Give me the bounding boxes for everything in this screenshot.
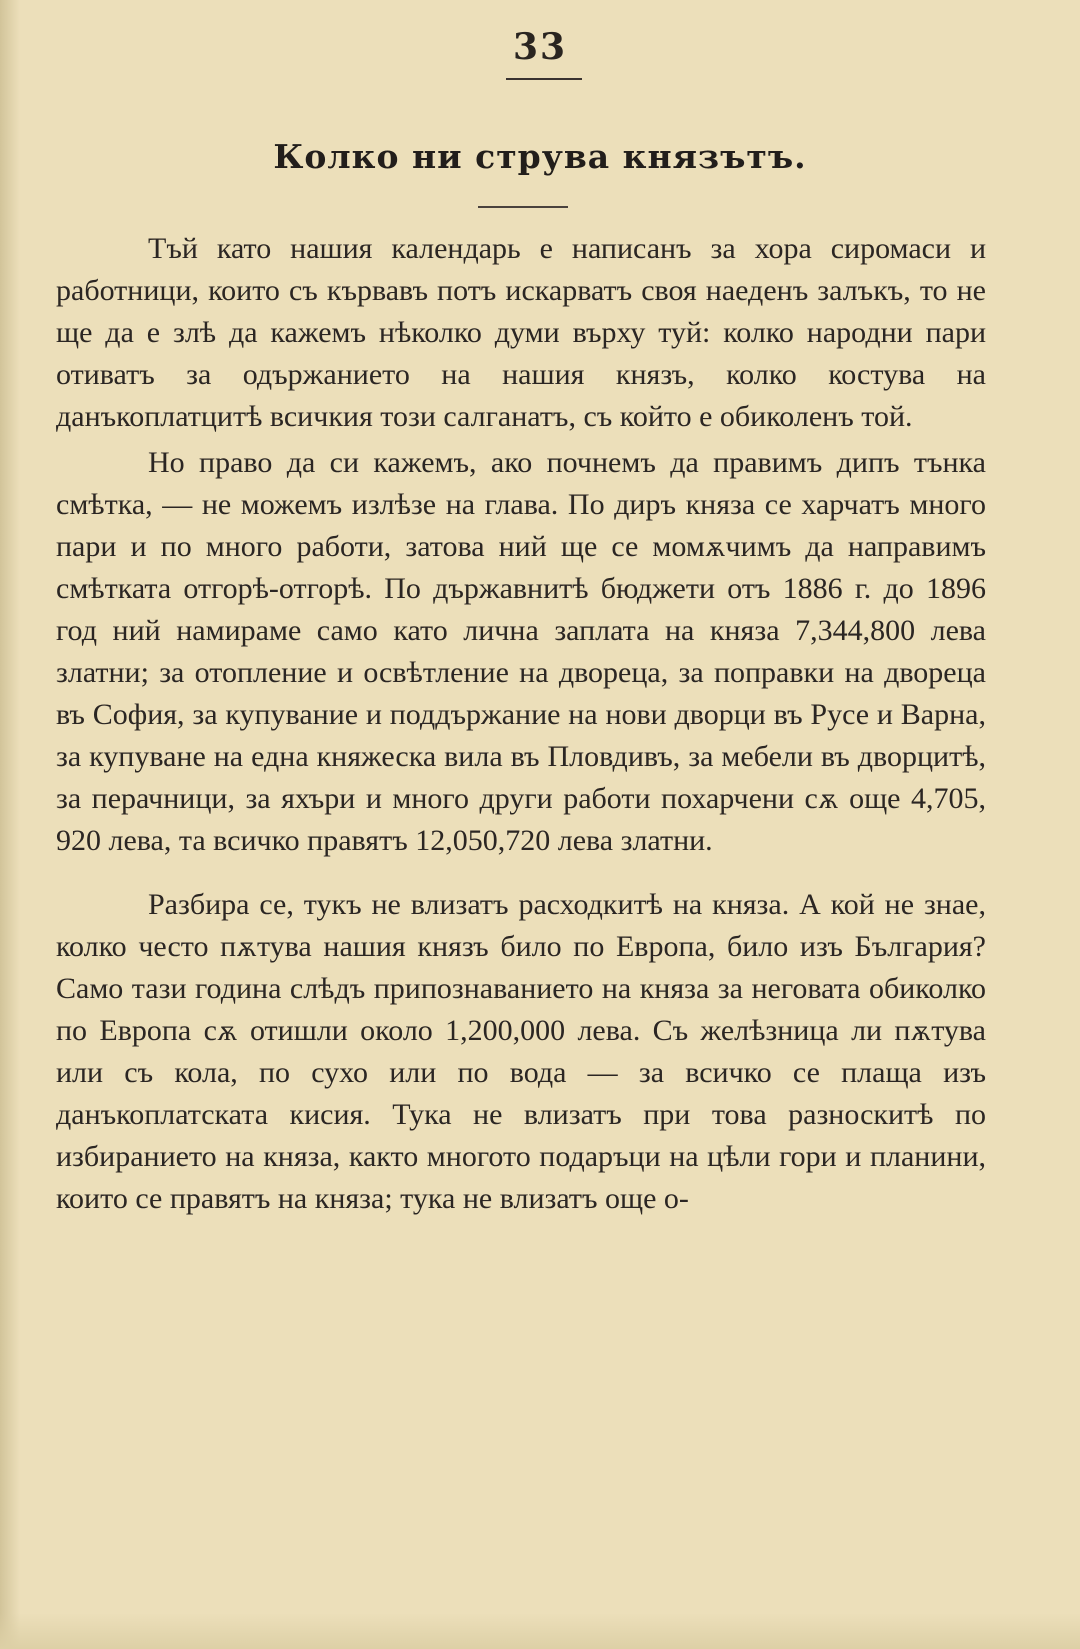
paragraph: Но право да си кажемъ, ако почнемъ да правимъ дипъ тънка смѣтка, — не можемъ излѣзе на глава. По диръ княза се харчатъ много пари и по много работи, затова ний ще се момѫчимъ да направимъ смѣтката отгорѣ-отгорѣ. По държавнитѣ бюджети отъ 1886 г. до 1896 год ний намираме само като лична заплата на княза 7,344,800 лева златни; за отопление и освѣтление на двореца, за поправки на двореца въ София, за купувание и поддържание на нови дворци въ Русе и Варна, за купуване на една княжеска вила въ Пловдивъ, за мебели въ дворцитѣ, за перачници, за яхъри и много други работи похарчени сѫ още 4,705, 920 лева, та всичко правятъ 12,050,720 лева златни. <box>56 446 986 857</box>
chapter-title: Колко ни струва князътъ. <box>273 137 807 176</box>
page-number-underline <box>506 78 582 80</box>
body-text <box>56 228 986 1220</box>
title-divider <box>478 206 568 208</box>
page-number: 33 <box>512 26 568 68</box>
page-edge-shadow <box>0 0 20 1649</box>
paragraph: Тъй като нашия календарь е написанъ за хора сиромаси и работници, които съ кървавъ потъ искарватъ своя наеденъ залъкъ, то не ще да е злѣ да кажемъ нѣколко думи върху туй: колко народни пари отиватъ за одържанието на нашия князъ, колко костува на данъкоплатцитѣ всичкия този салганатъ, съ който е обиколенъ той. <box>56 232 986 433</box>
paragraph: Разбира се, тукъ не влизатъ расходкитѣ на княза. А кой не знае, колко често пѫтува нашия князъ било по Европа, било изъ България? Само тази година слѣдъ припознаванието на княза за неговата обиколко по Европа сѫ отишли около 1,200,000 лева. Съ желѣзница ли пѫтува или съ кола, по сухо или по вода — за всичко се плаща изъ данъкоплатската кисия. Тука не влизатъ при това разноскитѣ по избиранието на княза, както многото подаръци на цѣли гори и планини, които се правятъ на княза; тука не влизатъ още о- <box>56 888 986 1215</box>
page-bottom-shade <box>0 1613 1080 1649</box>
